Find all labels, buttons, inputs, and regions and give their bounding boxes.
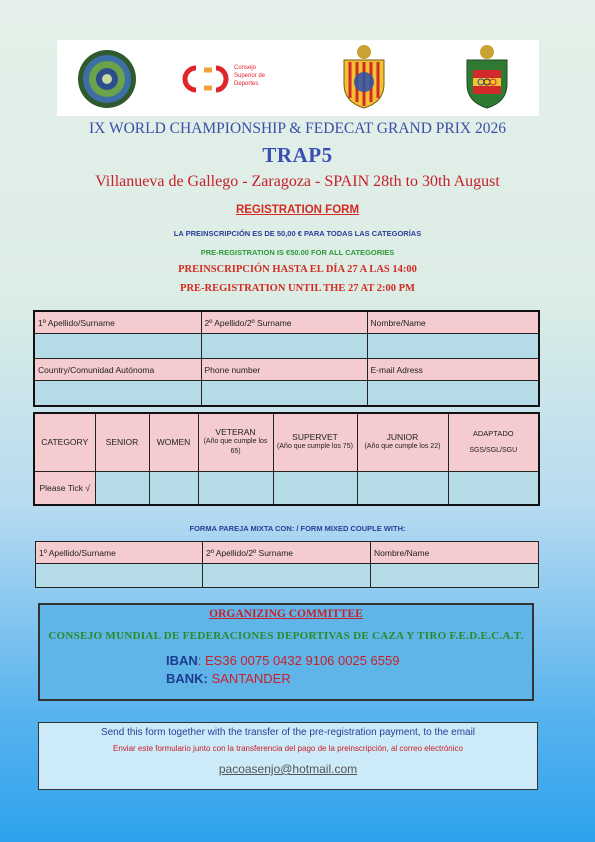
mixed-name-field[interactable] [371,564,539,588]
preregistration-fee-en: PRE-REGISTRATION IS €50.00 FOR ALL CATEGORIES [200,248,395,257]
catalonia-crest-icon [338,44,390,110]
surname1-field[interactable] [34,334,201,359]
phone-field[interactable] [201,381,367,407]
adaptado-header [448,413,539,471]
veteran-note: (Año que cumple los 65) [203,438,268,456]
send-instructions-box [38,722,538,790]
event-title: IX WORLD CHAMPIONSHIP & FEDECAT GRAND PRIX 2026 [89,120,506,137]
surname2-label: 2º Apellido/2º Surname [201,311,367,334]
spain-crest-icon [461,44,513,110]
mixed-surname2-field[interactable] [203,564,371,588]
junior-header [357,413,448,471]
country-label: Country/Comunidad Autónoma [34,359,201,381]
junior-note: (Año que cumple los 22) [364,443,441,451]
csd-mark-icon [182,62,230,96]
category-table [33,412,540,506]
deadline-es: PREINSCRIPCIÓN HASTA EL DÍA 27 A LAS 14:00 [178,264,417,275]
senior-header: SENIOR [95,413,149,471]
adaptado-label: ADAPTADO [472,429,514,439]
iban-value: : ES36 0075 0432 9106 0025 6559 [197,653,400,668]
junior-tick[interactable] [357,471,448,505]
bank-line [166,671,291,686]
event-location-dates: Villanueva de Gallego - Zaragoza - SPAIN 28th to 30th August [95,173,500,190]
personal-data-table [33,310,540,407]
women-header: WOMEN [149,413,198,471]
mixed-surname1-field[interactable] [36,564,203,588]
iban-label: IBAN [166,653,198,668]
supervet-label: SUPERVET [292,432,338,443]
preregistration-fee-es: LA PREINSCRIPCIÓN ES DE 50,00 € PARA TODAS LAS CATEGORÍAS [173,229,422,238]
junior-label: JUNIOR [386,432,419,443]
supervet-note: (Año que cumple los 75) [277,443,353,451]
bank-label: BANK: [166,671,208,686]
mixed-surname2-label: 2º Apellido/2º Surname [203,542,371,564]
veteran-label: VETERAN [215,427,256,438]
event-discipline: TRAP5 [262,143,333,167]
supervet-header [273,413,357,471]
mixed-couple-label: FORMA PAREJA MIXTA CON: / FORM MIXED COUPLE WITH: [189,524,406,533]
surname1-label: 1º Apellido/Surname [34,311,201,334]
senior-tick[interactable] [95,471,149,505]
email-field[interactable] [367,381,539,407]
committee-organization: CONSEJO MUNDIAL DE FEDERACIONES DEPORTIVAS DE CAZA Y TIRO F.E.D.E.C.A.T. [48,630,524,642]
iban-line [166,653,399,668]
contact-email-link[interactable]: pacoasenjo@hotmail.com [218,762,358,776]
committee-heading: ORGANIZING COMMITTEE [209,608,363,620]
tick-label: Please Tick √ [34,471,95,505]
send-instructions-en: Send this form together with the transfer of the pre-registration payment, to the email [100,727,476,738]
csd-logo [182,62,277,96]
name-label: Nombre/Name [367,311,539,334]
adaptado-note: SGS/SGL/SGU [469,447,518,455]
category-header: CATEGORY [34,413,95,471]
mixed-couple-table [35,541,539,588]
form-title: REGISTRATION FORM [235,204,360,216]
veteran-header [198,413,273,471]
supervet-tick[interactable] [273,471,357,505]
bank-value: SANTANDER [207,671,291,686]
phone-label: Phone number [201,359,367,381]
country-field[interactable] [34,381,201,407]
mixed-surname1-label: 1º Apellido/Surname [36,542,203,564]
women-tick[interactable] [149,471,198,505]
fedecat-logo-icon [77,49,137,109]
adaptado-tick[interactable] [448,471,539,505]
deadline-en: PRE-REGISTRATION UNTIL THE 27 AT 2:00 PM [180,283,415,294]
surname2-field[interactable] [201,334,367,359]
mixed-name-label: Nombre/Name [371,542,539,564]
veteran-tick[interactable] [198,471,273,505]
logo-strip [57,40,539,116]
name-field[interactable] [367,334,539,359]
organizing-committee-box [38,603,534,701]
csd-text: Consejo Superior de Deportes [234,65,266,87]
email-label: E-mail Adress [367,359,539,381]
send-instructions-es: Enviar este formulario junto con la transferencia del pago de la preinscripción, al correo electrónico [113,744,463,753]
